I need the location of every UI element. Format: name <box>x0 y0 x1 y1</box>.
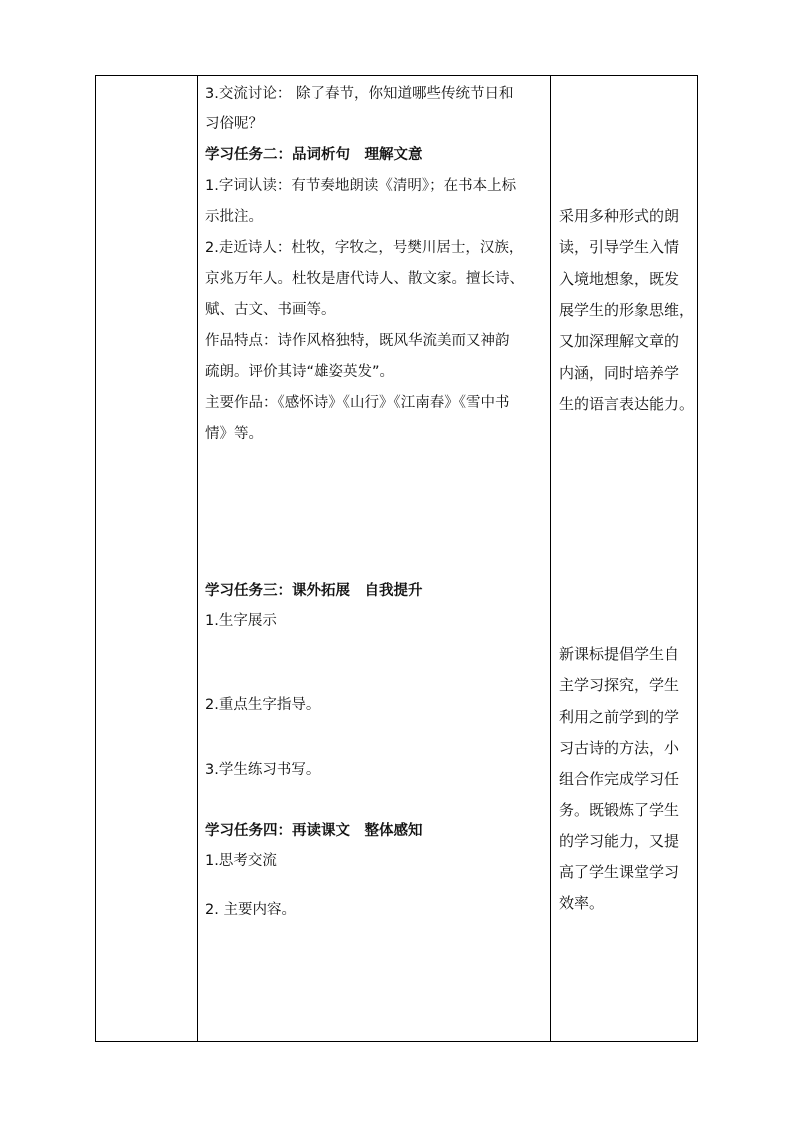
note-line: 效率。 <box>559 894 605 912</box>
note-line: 入境地想象，既发 <box>559 270 680 288</box>
text-line: 疏朗。评价其诗“雄姿英发”。 <box>205 364 395 380</box>
note-line: 内涵，同时培养学 <box>559 364 680 382</box>
task-heading: 学习任务三：课外拓展 自我提升 <box>205 583 423 599</box>
text-line: 情》等。 <box>205 426 263 442</box>
text-line: 示批注。 <box>205 209 263 225</box>
note-line: 习古诗的方法，小 <box>559 739 680 757</box>
text-line: 作品特点：诗作风格独特，既风华流美而又神韵 <box>205 333 510 349</box>
note-line: 利用之前学到的学 <box>559 708 680 726</box>
text-line: 京兆万年人。杜牧是唐代诗人、散文家。擅长诗、 <box>205 271 524 287</box>
lesson-plan-table <box>95 75 698 1042</box>
text-line: 3.交流讨论： 除了春节，你知道哪些传统节日和 <box>205 86 514 102</box>
text-line: 2.走近诗人：杜牧，字牧之，号樊川居士，汉族， <box>205 240 524 256</box>
design-intent-cell <box>551 76 697 1041</box>
left-cell-empty <box>96 76 197 1041</box>
note-line: 的学习能力，又提 <box>559 832 680 850</box>
task-heading: 学习任务二：品词析句 理解文意 <box>205 147 423 163</box>
note-line: 务。既锻炼了学生 <box>559 801 680 819</box>
note-line: 又加深理解文章的 <box>559 332 680 350</box>
text-line: 习俗呢？ <box>205 116 263 132</box>
note-line: 高了学生课堂学习 <box>559 863 680 881</box>
text-line: 2. 主要内容。 <box>205 902 296 918</box>
text-line: 2.重点生字指导。 <box>205 697 321 713</box>
note-line: 主学习探究，学生 <box>559 676 680 694</box>
note-line: 展学生的形象思维， <box>559 301 695 319</box>
text-line: 3.学生练习书写。 <box>205 762 321 778</box>
text-line: 1.生字展示 <box>205 613 277 629</box>
note-line: 生的语言表达能力。 <box>559 395 695 413</box>
teaching-process-cell <box>198 76 550 1041</box>
note-line: 组合作完成学习任 <box>559 770 680 788</box>
text-line: 1.字词认读：有节奏地朗读《清明》；在书本上标 <box>205 178 517 194</box>
text-line: 主要作品：《感怀诗》《山行》《江南春》《雪中书 <box>205 395 510 411</box>
text-line: 1.思考交流 <box>205 853 277 869</box>
note-line: 采用多种形式的朗 <box>559 207 680 225</box>
note-line: 读，引导学生入情 <box>559 238 680 256</box>
note-line: 新课标提倡学生自 <box>559 645 680 663</box>
text-line: 赋、古文、书画等。 <box>205 302 336 318</box>
task-heading: 学习任务四：再读课文 整体感知 <box>205 823 423 839</box>
